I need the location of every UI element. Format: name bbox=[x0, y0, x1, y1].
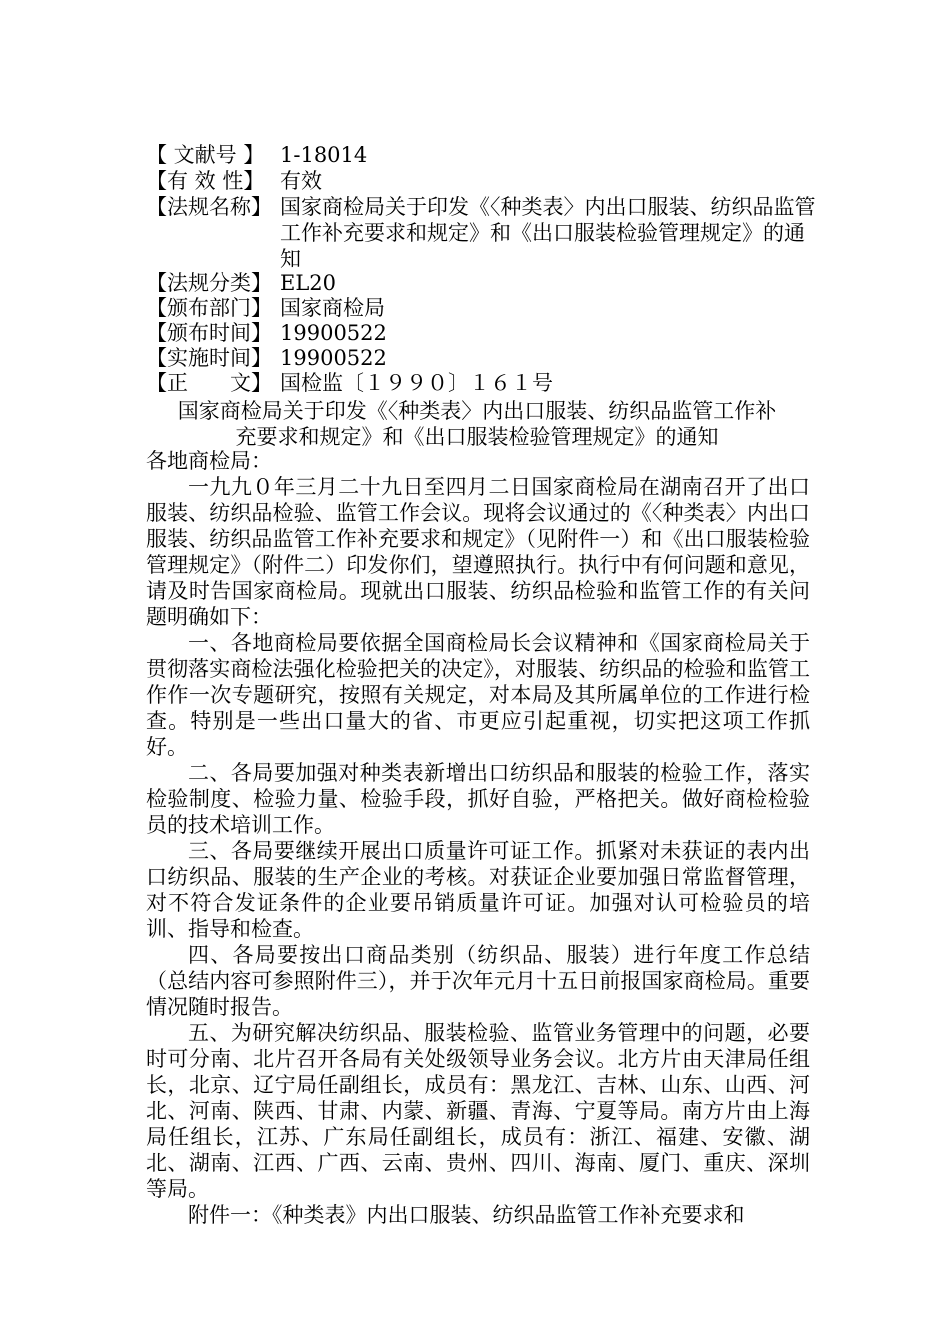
meta-doc-number bbox=[146, 143, 367, 168]
paragraph-item-5: 五、为研究解决纺织品、服装检验、监管业务管理中的问题，必要时可分南、北片召开各局有关处级领导业务会议。北方片由天津局任组长，北京、辽宁局任副组长，成员有：黑龙江、吉林、山东、山西、河北、河南、陕西、甘肃、内蒙、新疆、青海、宁夏等局。南方片由上海局任组长，江苏、广东局任副组长，成员有：浙江、福建、安徽、湖北、湖南、江西、广西、云南、贵州、四川、海南、厦门、重庆、深圳等局。 bbox=[146, 1021, 810, 1201]
meta-category bbox=[146, 271, 336, 296]
meta-label: 【实施时间】 bbox=[146, 346, 272, 370]
meta-label: 【颁布时间】 bbox=[146, 321, 272, 345]
paragraph-attachment-1: 附件一：《种类表》内出口服装、纺织品监管工作补充要求和 bbox=[188, 1203, 745, 1227]
paragraph-item-4: 四、各局要按出口商品类别（纺织品、服装）进行年度工作总结（总结内容可参照附件三），并于次年元月十五日前报国家商检局。重要情况随时报告。 bbox=[146, 943, 810, 1019]
meta-label: 【有 效 性】 bbox=[146, 169, 265, 193]
meta-issue-date bbox=[146, 321, 387, 346]
document-title-line-2: 充要求和规定》和《出口服装检验管理规定》的通知 bbox=[235, 425, 719, 449]
meta-label: 【法规分类】 bbox=[146, 271, 272, 295]
meta-value: 国家商检局 bbox=[280, 296, 385, 320]
paragraph-intro: 一九九０年三月二十九日至四月二日国家商检局在湖南召开了出口服装、纺织品检验、监管工作会议。现将会议通过的《〈种类表〉内出口服装、纺织品监管工作补充要求和规定》（见附件一）和《出口服装检验管理规定》（附件二）印发你们，望遵照执行。执行中有何问题和意见，请及时告国家商检局。现就出口服装、纺织品检验和监管工作的有关问题明确如下： bbox=[146, 475, 810, 629]
meta-value: EL20 bbox=[280, 271, 336, 295]
paragraph-item-3: 三、各局要继续开展出口质量许可证工作。抓紧对未获证的表内出口纺织品、服装的生产企业的考核。对获证企业要加强日常监督管理，对不符合发证条件的企业要吊销质量许可证。加强对认可检验员的培训、指导和检查。 bbox=[146, 839, 810, 941]
meta-value: 19900522 bbox=[280, 346, 387, 370]
meta-text-number bbox=[146, 371, 553, 396]
meta-label: 【颁布部门】 bbox=[146, 296, 272, 320]
meta-value: 国检监〔１９９０〕１６１号 bbox=[280, 371, 553, 395]
meta-effective-date bbox=[146, 346, 387, 371]
document-body bbox=[146, 448, 810, 1228]
meta-label: 【 文献号 】 bbox=[146, 143, 265, 167]
document-title-line-1: 国家商检局关于印发《〈种类表〉内出口服装、纺织品监管工作补 bbox=[177, 399, 777, 423]
paragraph-item-1: 一、各地商检局要依据全国商检局长会议精神和《国家商检局关于贯彻落实商检法强化检验把关的决定》，对服装、纺织品的检验和监管工作作一次专题研究，按照有关规定，对本局及其所属单位的工作进行检查。特别是一些出口量大的省、市更应引起重视，切实把这项工作抓好。 bbox=[146, 631, 810, 759]
meta-value: 国家商检局关于印发《〈种类表〉内出口服装、纺织品监管工作补充要求和规定》和《出口服装检验管理规定》的通知 bbox=[280, 195, 816, 271]
meta-label: 【法规名称】 bbox=[146, 195, 272, 219]
salutation: 各地商检局： bbox=[146, 449, 272, 473]
meta-label: 【正 文】 bbox=[146, 371, 272, 395]
meta-department bbox=[146, 296, 385, 321]
meta-value: 19900522 bbox=[280, 321, 387, 345]
meta-value: 1-18014 bbox=[280, 143, 368, 167]
meta-value: 有效 bbox=[280, 169, 322, 193]
meta-validity bbox=[146, 169, 322, 194]
paragraph-item-2: 二、各局要加强对种类表新增出口纺织品和服装的检验工作，落实检验制度、检验力量、检验手段，抓好自验，严格把关。做好商检检验员的技术培训工作。 bbox=[146, 761, 810, 837]
